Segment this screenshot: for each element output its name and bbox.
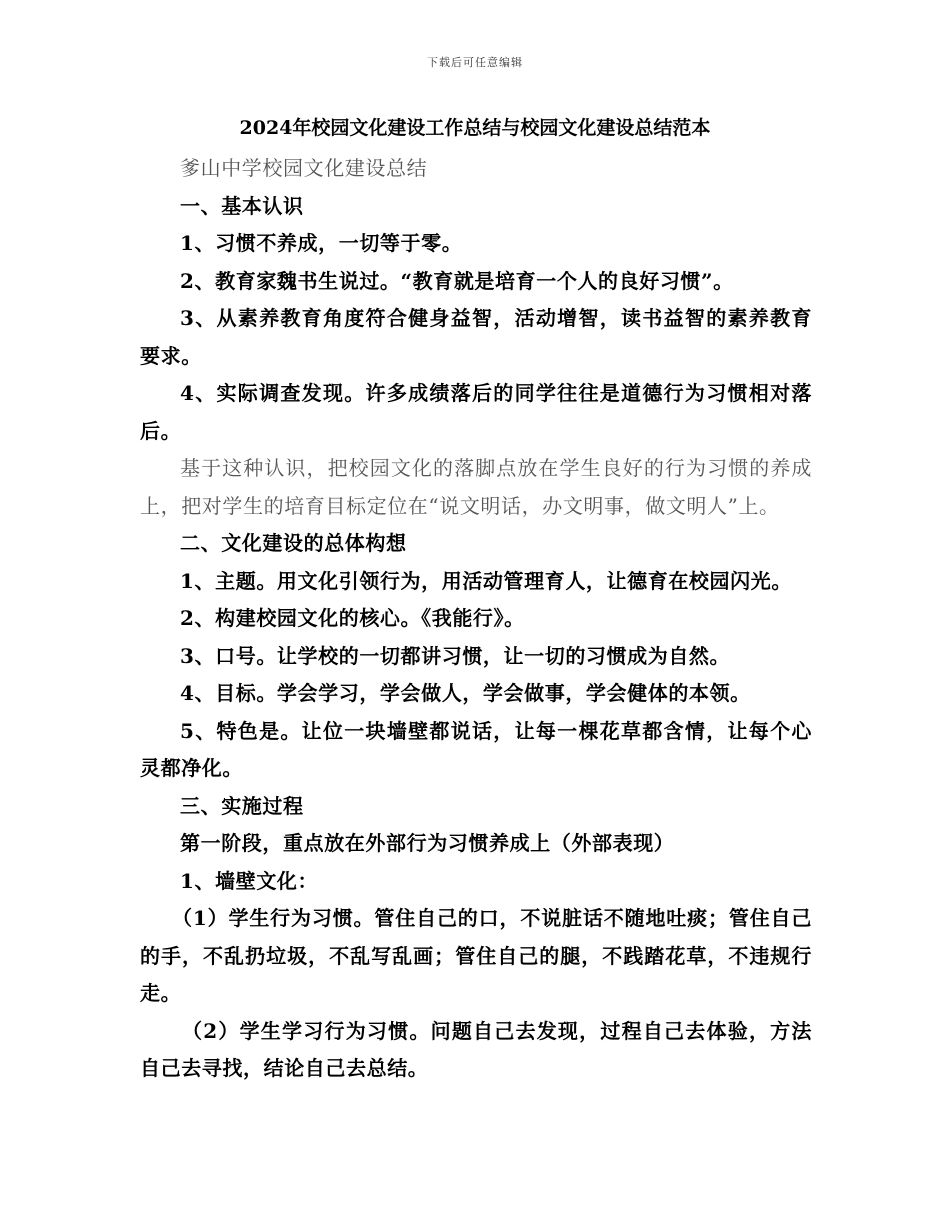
paragraph: 1、墙壁文化：: [180, 868, 319, 893]
paragraph: 基于这种认识，把校园文化的落脚点放在学生良好的行为习惯的养成上，把对学生的培育目标定位在“说文明话，办文明事，做文明人”上。: [140, 456, 812, 518]
paragraph: 1、习惯不养成，一切等于零。: [180, 231, 463, 255]
paragraph: 第一阶段，重点放在外部行为习惯养成上（外部表现）: [180, 831, 675, 855]
document-title: 2024年校园文化建设工作总结与校园文化建设总结范本: [239, 117, 711, 139]
document-body: [140, 150, 812, 1088]
paragraph: 5、特色是。让位一块墙壁都说话，让每一棵花草都含情，让每个心灵都净化。: [140, 718, 812, 780]
paragraph: 1、主题。用文化引领行为，用活动管理育人，让德育在校园闪光。: [180, 568, 792, 593]
header-note: 下载后可任意编辑: [427, 56, 523, 69]
paragraph: 3、口号。让学校的一切都讲习惯，让一切的习惯成为自然。: [180, 643, 731, 668]
paragraph: 4、实际调查发现。许多成绩落后的同学往往是道德行为习惯相对落后。: [140, 381, 812, 443]
section-heading-1: 一、基本认识: [180, 193, 304, 218]
paragraph: 4、目标。学会学习，学会做人，学会做事，学会健体的本领。: [180, 681, 751, 705]
paragraph: （1）学生行为习惯。管住自己的口，不说脏话不随地吐痰；管住自己的手，不乱扔垃圾，不乱写乱画；管住自己的腿，不践踏花草，不违规行走。: [140, 906, 812, 1005]
paragraph: （2）学生学习行为习惯。问题自己去发现，过程自己去体验，方法自己去寻找，结论自己去总结。: [140, 1018, 812, 1080]
paragraph: 3、从素养教育角度符合健身益智，活动增智，读书益智的素养教育要求。: [140, 306, 812, 368]
subtitle-paragraph: 爹山中学校园文化建设总结: [180, 156, 428, 180]
paragraph: 2、构建校园文化的核心。《我能行》。: [180, 606, 525, 630]
section-heading-2: 二、文化建设的总体构想: [180, 531, 407, 555]
paragraph: 2、教育家魏书生说过。“教育就是培育一个人的良好习惯”。: [180, 268, 734, 293]
section-heading-3: 三、实施过程: [180, 793, 304, 818]
